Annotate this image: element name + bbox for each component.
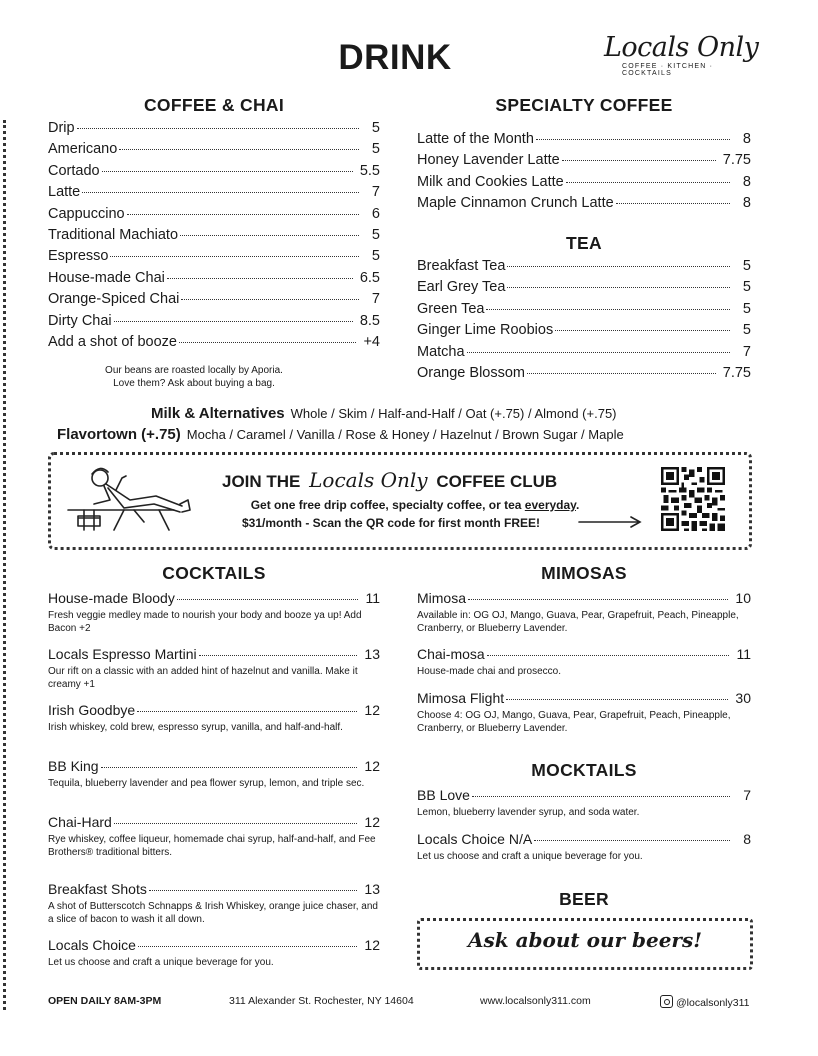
item-price: 12 bbox=[364, 758, 380, 774]
menu-item bbox=[417, 279, 751, 300]
leader-dots bbox=[82, 192, 359, 193]
leader-dots bbox=[114, 321, 353, 322]
item-header bbox=[48, 758, 380, 778]
milk-options: Whole / Skim / Half-and-Half / Oat (+.75) / Almond (+.75) bbox=[290, 406, 617, 421]
item-name: BB King bbox=[48, 758, 99, 774]
item-description: Let us choose and craft a unique beverage for you. bbox=[417, 851, 643, 862]
item-name: Espresso bbox=[48, 248, 109, 265]
footer-website[interactable]: www.localsonly311.com bbox=[480, 995, 591, 1007]
leader-dots bbox=[181, 299, 359, 300]
item-price: 8 bbox=[743, 831, 751, 847]
beans-note bbox=[48, 364, 340, 390]
milk-alternatives-line bbox=[151, 405, 617, 422]
item-price: 12 bbox=[364, 937, 380, 953]
menu-item bbox=[48, 334, 380, 355]
menu-item bbox=[48, 248, 380, 269]
item-price: 12 bbox=[364, 702, 380, 718]
item-header bbox=[417, 646, 751, 666]
club-join-text: JOIN THE bbox=[222, 472, 301, 491]
menu-item bbox=[48, 881, 380, 926]
item-price: 8.5 bbox=[359, 312, 380, 329]
item-name: Matcha bbox=[417, 343, 465, 360]
item-description: Our rift on a classic with an added hint of hazelnut and vanilla. Make it creamy +1 bbox=[48, 666, 358, 690]
mocktails-heading: MOCKTAILS bbox=[531, 760, 637, 780]
beans-note-line1: Our beans are roasted locally by Aporia. bbox=[105, 365, 283, 376]
menu-item bbox=[417, 195, 751, 216]
leader-dots bbox=[149, 890, 358, 891]
milk-label: Milk & Alternatives bbox=[151, 405, 285, 422]
qr-code[interactable] bbox=[661, 467, 725, 531]
item-price: 8 bbox=[742, 173, 751, 190]
item-price: 7 bbox=[371, 184, 380, 201]
menu-item bbox=[417, 152, 751, 173]
cocktails-heading: COCKTAILS bbox=[162, 563, 266, 583]
item-description: House-made chai and prosecco. bbox=[417, 666, 561, 677]
item-name: Breakfast Tea bbox=[417, 258, 506, 274]
menu-item bbox=[48, 227, 380, 248]
item-description: Available in: OG OJ, Mango, Guava, Pear, Grapefruit, Peach, Pineapple, Cranberry, or Blueberry Lavender. bbox=[417, 610, 739, 634]
item-price: 6.5 bbox=[359, 269, 380, 286]
item-header bbox=[48, 937, 380, 957]
menu-item bbox=[417, 344, 751, 365]
menu-item bbox=[417, 365, 751, 386]
item-name: Ginger Lime Roobios bbox=[417, 322, 554, 339]
menu-item bbox=[48, 291, 380, 312]
item-price: +4 bbox=[363, 333, 380, 350]
club-offer-line bbox=[200, 498, 630, 512]
club-offer-emphasis: everyday bbox=[524, 498, 576, 512]
footer-instagram-handle: @localsonly311 bbox=[676, 997, 750, 1009]
item-price: 11 bbox=[736, 646, 751, 662]
specialty-coffee-list bbox=[417, 131, 751, 217]
item-price: 8 bbox=[742, 131, 751, 147]
item-name: Locals Choice bbox=[48, 937, 136, 953]
arrow-right-icon bbox=[577, 514, 645, 530]
item-description: Lemon, blueberry lavender syrup, and soda water. bbox=[417, 807, 640, 818]
menu-item bbox=[417, 322, 751, 343]
item-name: Drip bbox=[48, 120, 75, 136]
coffee-chai-heading: COFFEE & CHAI bbox=[143, 95, 284, 115]
item-header bbox=[417, 690, 751, 710]
item-name: Honey Lavender Latte bbox=[417, 152, 560, 169]
item-price: 13 bbox=[364, 881, 380, 897]
item-header bbox=[417, 590, 751, 610]
club-club-text: COFFEE CLUB bbox=[436, 472, 558, 491]
menu-item bbox=[417, 301, 751, 322]
leader-dots bbox=[138, 946, 357, 947]
club-offer-period: . bbox=[575, 498, 580, 512]
leader-dots bbox=[507, 266, 730, 267]
item-description: Choose 4: OG OJ, Mango, Guava, Pear, Grapefruit, Peach, Pineapple, Cranberry, or Blueberry Lavender. bbox=[417, 710, 731, 734]
leader-dots bbox=[102, 171, 353, 172]
leader-dots bbox=[555, 330, 730, 331]
leader-dots bbox=[119, 149, 359, 150]
item-price: 5 bbox=[742, 258, 751, 274]
item-description: Fresh veggie medley made to nourish your body and booze ya up! Add Bacon +2 bbox=[48, 610, 362, 634]
item-name: Earl Grey Tea bbox=[417, 279, 506, 296]
item-price: 10 bbox=[735, 590, 751, 606]
menu-item bbox=[417, 131, 751, 152]
logo-wordmark: Locals Only bbox=[604, 32, 759, 63]
item-price: 7 bbox=[371, 291, 380, 308]
item-price: 5 bbox=[371, 248, 380, 265]
beans-note-line2: Love them? Ask about buying a bag. bbox=[113, 378, 275, 389]
menu-item bbox=[48, 141, 380, 162]
item-price: 8 bbox=[742, 195, 751, 212]
item-header bbox=[48, 590, 380, 610]
footer-hours: OPEN DAILY 8AM-3PM bbox=[48, 995, 162, 1007]
item-description: Rye whiskey, coffee liqueur, homemade chai syrup, half-and-half, and Fee Brothers® traditional bitters. bbox=[48, 834, 376, 858]
item-name: Chai-mosa bbox=[417, 646, 485, 662]
flavor-label: Flavortown (+.75) bbox=[57, 426, 181, 443]
menu-item bbox=[417, 174, 751, 195]
item-name: Locals Choice N/A bbox=[417, 831, 533, 847]
club-offer-text: Get one free drip coffee, specialty coffee, or tea bbox=[250, 498, 525, 512]
menu-item bbox=[417, 690, 751, 735]
menu-item bbox=[48, 184, 380, 205]
menu-item bbox=[48, 590, 380, 635]
item-name: Mimosa bbox=[417, 590, 467, 606]
menu-item bbox=[48, 937, 380, 970]
menu-item bbox=[48, 814, 380, 859]
menu-item bbox=[417, 258, 751, 279]
item-price: 5 bbox=[742, 279, 751, 296]
item-name: Cappuccino bbox=[48, 205, 125, 222]
item-price: 6 bbox=[371, 205, 380, 222]
tea-heading: TEA bbox=[566, 233, 602, 253]
menu-item bbox=[48, 313, 380, 334]
beer-text: Ask about our beers! bbox=[467, 928, 702, 952]
item-name: Mimosa Flight bbox=[417, 690, 505, 706]
leader-dots bbox=[562, 160, 716, 161]
item-header bbox=[48, 881, 380, 901]
menu-item bbox=[48, 758, 380, 791]
menu-item bbox=[48, 163, 380, 184]
flavor-options: Mocha / Caramel / Vanilla / Rose & Honey / Hazelnut / Brown Sugar / Maple bbox=[186, 427, 624, 442]
item-name: Latte bbox=[48, 184, 81, 201]
leader-dots bbox=[486, 309, 730, 310]
mimosas-heading: MIMOSAS bbox=[541, 563, 627, 583]
item-price: 5 bbox=[371, 141, 380, 158]
item-price: 7.75 bbox=[722, 364, 751, 381]
specialty-coffee-heading: SPECIALTY COFFEE bbox=[495, 95, 673, 115]
item-name: Orange Blossom bbox=[417, 364, 525, 381]
logo-tagline: COFFEE · KITCHEN · COCKTAILS bbox=[622, 63, 714, 77]
page-edge-dots bbox=[3, 120, 6, 1010]
flavortown-line bbox=[57, 426, 624, 443]
item-header bbox=[48, 814, 380, 834]
item-name: Maple Cinnamon Crunch Latte bbox=[417, 195, 614, 212]
leader-dots bbox=[127, 214, 359, 215]
leader-dots bbox=[536, 139, 730, 140]
item-name: Irish Goodbye bbox=[48, 702, 136, 718]
item-name: House-made Bloody bbox=[48, 590, 175, 606]
lounging-man-illustration bbox=[64, 460, 194, 532]
menu-item bbox=[48, 702, 380, 735]
leader-dots bbox=[199, 655, 358, 656]
leader-dots bbox=[177, 599, 359, 600]
item-price: 7 bbox=[742, 343, 751, 360]
item-name: Breakfast Shots bbox=[48, 881, 147, 897]
footer-instagram[interactable] bbox=[660, 995, 750, 1009]
menu-item bbox=[48, 270, 380, 291]
club-brand-text: Locals Only bbox=[309, 468, 428, 492]
item-price: 7 bbox=[743, 787, 751, 803]
item-price: 5 bbox=[742, 322, 751, 339]
item-description: Irish whiskey, cold brew, espresso syrup, vanilla, and half-and-half. bbox=[48, 722, 343, 733]
item-name: Chai-Hard bbox=[48, 814, 112, 830]
item-price: 5 bbox=[371, 226, 380, 243]
leader-dots bbox=[507, 287, 730, 288]
leader-dots bbox=[506, 699, 728, 700]
item-name: Green Tea bbox=[417, 300, 485, 317]
item-name: Latte of the Month bbox=[417, 131, 534, 147]
menu-item bbox=[48, 120, 380, 141]
item-name: Orange-Spiced Chai bbox=[48, 291, 180, 308]
leader-dots bbox=[77, 128, 359, 129]
leader-dots bbox=[472, 796, 730, 797]
item-price: 5 bbox=[371, 120, 380, 136]
beer-heading: BEER bbox=[559, 889, 609, 909]
coffee-club-title bbox=[222, 468, 557, 492]
leader-dots bbox=[179, 342, 356, 343]
item-description: A shot of Butterscotch Schnapps & Irish Whiskey, orange juice chaser, and a slice of bacon to wash it all down. bbox=[48, 901, 378, 925]
item-name: Locals Espresso Martini bbox=[48, 646, 197, 662]
leader-dots bbox=[487, 655, 730, 656]
menu-item bbox=[48, 646, 380, 691]
leader-dots bbox=[114, 823, 358, 824]
item-header bbox=[417, 787, 751, 807]
leader-dots bbox=[534, 840, 730, 841]
item-name: Americano bbox=[48, 141, 118, 158]
menu-item bbox=[48, 206, 380, 227]
item-header bbox=[48, 702, 380, 722]
leader-dots bbox=[566, 182, 730, 183]
menu-item bbox=[417, 831, 751, 864]
item-price: 30 bbox=[735, 690, 751, 706]
item-description: Let us choose and craft a unique beverage for you. bbox=[48, 957, 274, 968]
item-price: 7.75 bbox=[722, 152, 751, 169]
item-price: 11 bbox=[365, 590, 380, 606]
item-name: House-made Chai bbox=[48, 269, 165, 286]
item-price: 13 bbox=[364, 646, 380, 662]
leader-dots bbox=[110, 256, 359, 257]
instagram-icon bbox=[660, 995, 673, 1008]
item-price: 12 bbox=[364, 814, 380, 830]
locals-only-logo bbox=[604, 33, 764, 77]
leader-dots bbox=[167, 278, 353, 279]
item-name: BB Love bbox=[417, 787, 470, 803]
footer-address: 311 Alexander St. Rochester, NY 14604 bbox=[229, 995, 414, 1007]
tea-list bbox=[417, 258, 751, 386]
menu-item bbox=[417, 787, 751, 820]
leader-dots bbox=[468, 599, 728, 600]
item-header bbox=[417, 831, 751, 851]
item-price: 5 bbox=[742, 300, 751, 317]
leader-dots bbox=[137, 711, 357, 712]
item-header bbox=[48, 646, 380, 666]
menu-item bbox=[417, 590, 751, 635]
item-price: 5.5 bbox=[359, 162, 380, 179]
leader-dots bbox=[616, 203, 730, 204]
item-name: Traditional Machiato bbox=[48, 226, 179, 243]
item-name: Milk and Cookies Latte bbox=[417, 173, 564, 190]
coffee-chai-list bbox=[48, 120, 380, 355]
leader-dots bbox=[101, 767, 358, 768]
menu-item bbox=[417, 646, 751, 679]
item-description: Tequila, blueberry lavender and pea flower syrup, lemon, and triple sec. bbox=[48, 778, 365, 789]
page-title: DRINK bbox=[338, 38, 452, 77]
club-price-line: $31/month - Scan the QR code for first month FREE! bbox=[241, 516, 541, 530]
leader-dots bbox=[180, 235, 359, 236]
leader-dots bbox=[467, 352, 730, 353]
leader-dots bbox=[527, 373, 716, 374]
item-name: Cortado bbox=[48, 162, 100, 179]
item-name: Dirty Chai bbox=[48, 312, 112, 329]
item-name: Add a shot of booze bbox=[48, 333, 177, 350]
